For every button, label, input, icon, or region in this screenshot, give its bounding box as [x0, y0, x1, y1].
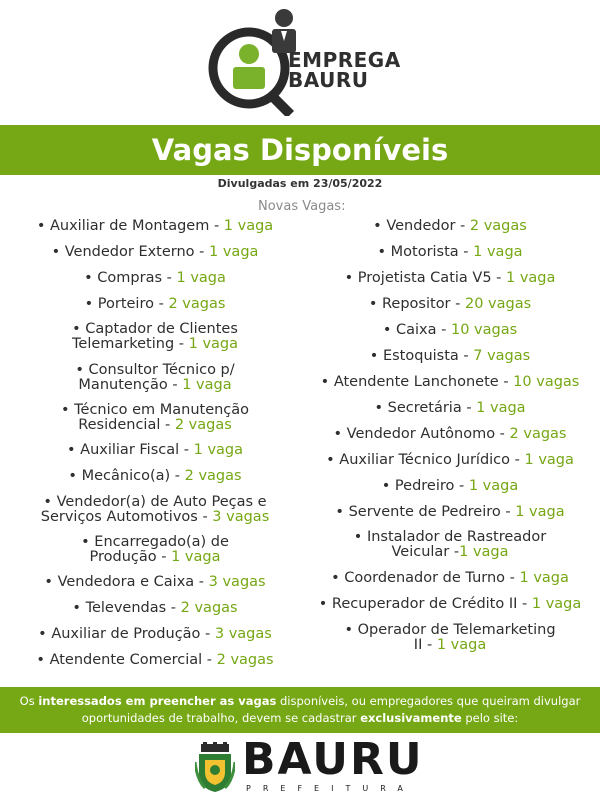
job-item: • Captador de Clientes Telemarketing - 1 vaga: [72, 321, 238, 352]
footer-text: Os interessados em preencher as vagas disponíveis, ou empregadores que queiram divulgar oportunidades de trabalho, devem se cadastrar exclusivamente pelo site:: [19, 694, 581, 725]
job-item: • Recuperador de Crédito II - 1 vaga: [318, 596, 582, 612]
job-item: • Instalador de Rastreador Veicular -1 vaga: [353, 529, 547, 560]
job-item: • Auxiliar de Montagem - 1 vaga: [36, 218, 274, 234]
job-item: • Estoquista - 7 vagas: [369, 348, 531, 364]
job-item: • Vendedor Externo - 1 vaga: [51, 244, 259, 260]
job-item: • Vendedor(a) de Auto Peças e Serviços Automotivos - 3 vagas: [40, 494, 270, 525]
publish-date: Divulgadas em 23/05/2022: [217, 177, 383, 190]
job-item: • Consultor Técnico p/ Manutenção - 1 vaga: [75, 362, 235, 393]
job-item: • Repositor - 20 vagas: [368, 296, 532, 312]
job-item: • Auxiliar Fiscal - 1 vaga: [66, 442, 243, 458]
job-item: • Motorista - 1 vaga: [377, 244, 523, 260]
logo-text: [288, 50, 401, 90]
job-item: • Projetista Catia V5 - 1 vaga: [344, 270, 556, 286]
city-name: BAURU: [242, 734, 424, 785]
job-item: • Vendedor Autônomo - 2 vagas: [333, 426, 567, 442]
job-item: • Atendente Comercial - 2 vagas: [36, 652, 274, 668]
new-jobs-subtitle: Novas Vagas:: [258, 199, 346, 214]
job-item: • Vendedora e Caixa - 3 vagas: [44, 574, 266, 590]
job-item: • Mecânico(a) - 2 vagas: [68, 468, 242, 484]
job-item: • Auxiliar de Produção - 3 vagas: [38, 626, 272, 642]
job-item: • Caixa - 10 vagas: [382, 322, 518, 338]
job-item: • Secretária - 1 vaga: [374, 400, 526, 416]
job-item: • Televendas - 2 vagas: [72, 600, 238, 616]
job-item: • Coordenador de Turno - 1 vaga: [331, 570, 569, 586]
job-item: • Técnico em Manutenção Residencial - 2 vagas: [60, 402, 250, 433]
job-item: • Auxiliar Técnico Jurídico - 1 vaga: [326, 452, 574, 468]
job-item: • Vendedor - 2 vagas: [373, 218, 527, 234]
job-item: • Compras - 1 vaga: [84, 270, 226, 286]
job-item: • Porteiro - 2 vagas: [84, 296, 226, 312]
job-item: • Operador de Telemarketing II - 1 vaga: [344, 622, 556, 653]
job-item: • Servente de Pedreiro - 1 vaga: [335, 504, 565, 520]
job-item: • Pedreiro - 1 vaga: [381, 478, 519, 494]
page-title: Vagas Disponíveis: [151, 133, 449, 167]
job-item: • Atendente Lanchonete - 10 vagas: [320, 374, 580, 390]
city-subtitle: PREFEITURA: [246, 784, 415, 793]
job-item: • Encarregado(a) de Produção - 1 vaga: [81, 534, 229, 565]
logo-text-line2: BAURU: [288, 68, 369, 92]
city-crest-icon: [195, 742, 235, 794]
logo-text-line1: EMPREGA: [288, 48, 401, 72]
